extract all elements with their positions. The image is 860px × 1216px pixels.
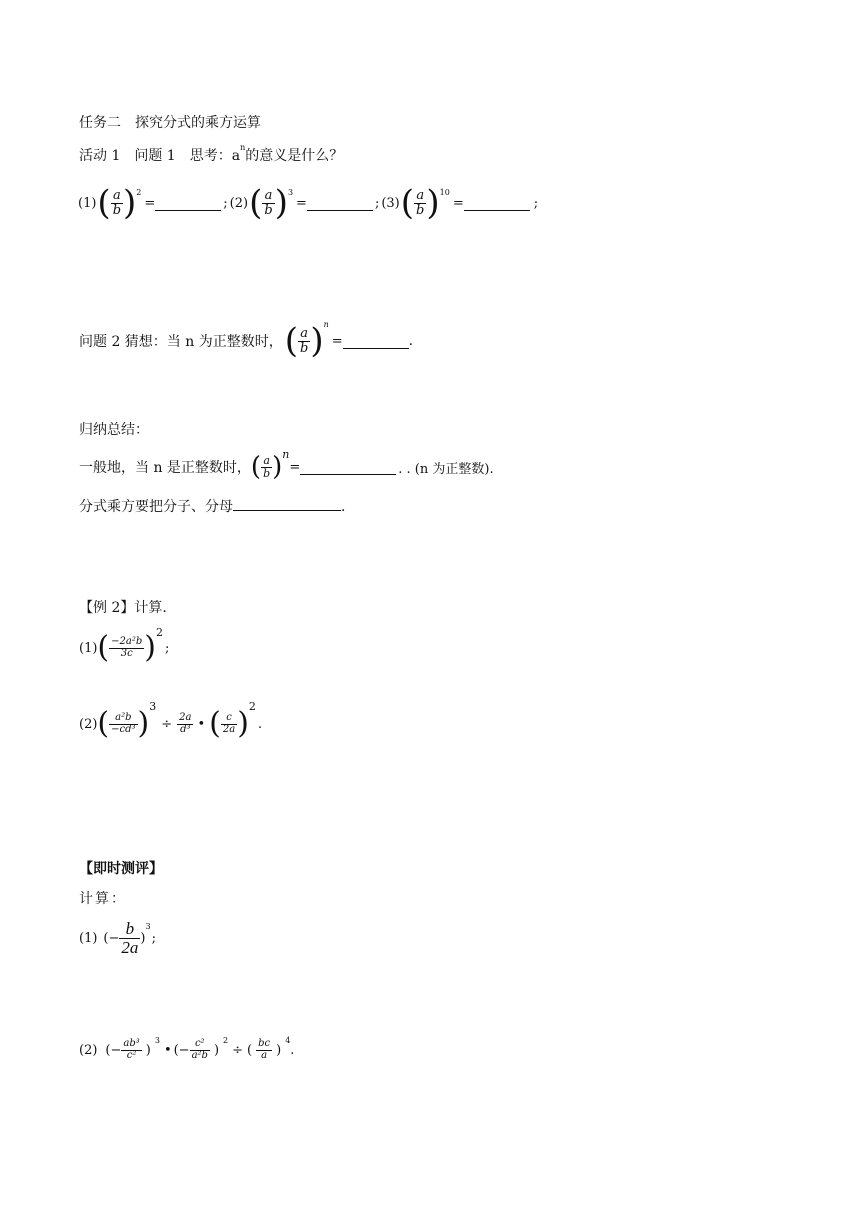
example2-part1	[79, 628, 169, 668]
part-prefix: (1)	[79, 930, 98, 946]
summary-title: 归纳总结：	[79, 422, 149, 438]
right-paren: )	[426, 183, 440, 223]
left-paren: (	[97, 183, 111, 223]
quiz-title: 【即时测评】	[79, 861, 163, 877]
question2-label: 问题 2 猜想：当 n 为正整数时，	[79, 334, 283, 350]
right-paren: )	[310, 321, 324, 361]
item-prefix: (1)	[78, 195, 97, 211]
period: .	[341, 499, 346, 515]
part-prefix: (2)	[79, 1042, 98, 1058]
exponent: 3	[287, 188, 294, 197]
answer-blank-q2[interactable]	[343, 334, 409, 349]
left-paren: (−	[105, 1042, 122, 1058]
left-paren: (	[284, 321, 298, 361]
divide-sign: ÷	[161, 716, 173, 732]
part-prefix: (2)	[79, 716, 98, 732]
equals-sign: =	[296, 195, 307, 211]
part-prefix: (1)	[79, 640, 98, 656]
exponent: 3	[149, 700, 157, 713]
item-prefix: (3)	[381, 195, 400, 211]
fraction-example2-1: $\frac{\text{−2a²b}}{3c}$	[111, 636, 143, 659]
left-paren: (−	[103, 930, 120, 946]
right-paren: )	[123, 183, 137, 223]
left-paren: (	[249, 183, 263, 223]
answer-blank-summary1[interactable]	[300, 460, 396, 475]
fraction-a-over-b: $\frac{a}{b}$	[263, 453, 271, 480]
exponent: 2	[248, 700, 256, 713]
left-paren: (	[97, 630, 110, 665]
answer-blank-2[interactable]	[307, 196, 373, 211]
quiz-calc-label: 计算：	[79, 891, 127, 907]
quiz-part2	[79, 1030, 294, 1070]
left-paren: (−	[173, 1042, 190, 1058]
fraction-example2-2a: $\frac{\text{a²b}}{\text{−cd³}}$	[111, 712, 136, 735]
right-paren: )	[237, 706, 249, 741]
summary-line1-prefix: 一般地，当 n 是正整数时，	[79, 460, 251, 476]
right-paren: )	[274, 183, 288, 223]
semicolon: ;	[374, 195, 380, 211]
multiply-dot: •	[197, 716, 206, 732]
exponent-n: n	[323, 320, 329, 329]
right-paren: )	[140, 930, 146, 946]
exponent: 2	[136, 188, 142, 197]
period: .	[408, 333, 414, 349]
left-paren: (	[97, 706, 110, 741]
exponent: 2	[223, 1036, 229, 1045]
activity1-label: 活动 1 问题 1 思考：a	[79, 148, 241, 164]
semicolon: ;	[151, 930, 156, 946]
left-paren: (	[250, 452, 262, 482]
summary-line2-prefix: 分式乘方要把分子、分母	[79, 499, 233, 515]
answer-blank-summary2[interactable]	[233, 496, 341, 511]
equals-sign: =	[144, 195, 156, 211]
equals-sign: =	[452, 195, 464, 211]
period: .	[257, 716, 263, 732]
q1-item-3	[381, 183, 539, 223]
question1-items	[78, 180, 538, 226]
exponent-n: n	[240, 143, 246, 152]
summary-line1-suffix: . . (n 为正整数).	[398, 461, 494, 477]
equals-sign: =	[289, 459, 301, 475]
right-paren: )	[137, 706, 150, 741]
right-paren: )	[276, 1042, 282, 1058]
equals-sign: =	[331, 333, 343, 349]
fraction-quiz-1: $\frac{b}{2a}$	[121, 918, 139, 957]
divide-sign: ÷	[232, 1042, 244, 1058]
right-paren: )	[144, 630, 156, 665]
exponent: 4	[285, 1036, 291, 1045]
left-paren: (	[247, 1042, 253, 1058]
fraction-a-over-b: $\frac{a}{b}$	[300, 325, 309, 356]
summary-line1	[79, 450, 494, 484]
semicolon: ;	[223, 195, 228, 211]
answer-blank-3[interactable]	[464, 196, 530, 211]
fraction-a-over-b: $\frac{a}{b}$	[264, 187, 273, 218]
right-paren: )	[272, 452, 283, 482]
right-paren: )	[213, 1042, 220, 1058]
exponent: 3	[154, 1036, 160, 1045]
question2	[79, 318, 413, 364]
activity1-question1	[79, 145, 343, 165]
summary-line2	[79, 496, 345, 516]
item-prefix: (2)	[229, 195, 249, 211]
q1-item-2	[229, 183, 380, 223]
multiply-dot: •	[163, 1042, 172, 1058]
example2-title: 【例 2】计算.	[79, 600, 167, 616]
left-paren: (	[209, 706, 221, 741]
semicolon: ;	[164, 640, 170, 656]
exponent: 10	[439, 188, 450, 197]
fraction-example2-2c: $\frac{c}{2a}$	[222, 712, 236, 735]
fraction-a-over-b: $\frac{a}{b}$	[416, 187, 425, 218]
fraction-quiz-2c: $\frac{bc}{a}$	[258, 1038, 271, 1061]
left-paren: (	[400, 183, 415, 223]
exponent: 2	[155, 626, 163, 639]
fraction-quiz-2b: $\frac{\text{c²}}{\text{a²b}}$	[191, 1038, 208, 1061]
activity1-rest: 的意义是什么？	[245, 148, 344, 164]
quiz-part1	[79, 916, 156, 960]
answer-blank-1[interactable]	[155, 196, 221, 211]
example2-part2	[79, 702, 262, 746]
exponent: 3	[145, 922, 151, 931]
exponent-n: n	[282, 448, 290, 461]
semicolon: ;	[533, 195, 539, 211]
q1-item-1	[78, 183, 228, 223]
fraction-a-over-b: $\frac{a}{b}$	[112, 187, 122, 218]
right-paren: )	[145, 1042, 151, 1058]
task2-heading: 任务二 探究分式的乘方运算	[79, 115, 261, 131]
period: .	[290, 1042, 295, 1058]
fraction-quiz-2a: $\frac{\text{ab³}}{\text{c²}}$	[123, 1038, 140, 1061]
fraction-example2-2b: $\frac{2a}{\text{d³}}$	[179, 712, 192, 735]
